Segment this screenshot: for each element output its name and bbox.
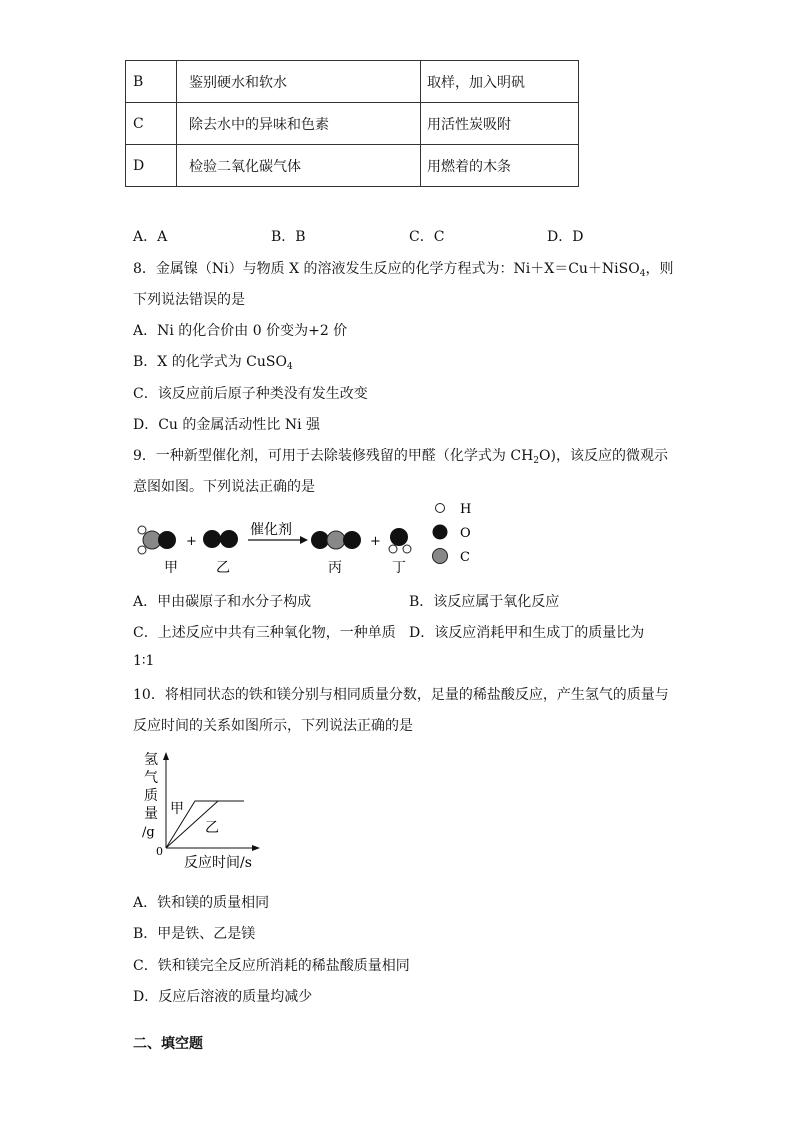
q10-option-a: A．铁和镁的质量相同	[133, 895, 270, 911]
q7-choice-d: D．D	[547, 229, 584, 245]
label-ding: 丁	[392, 560, 406, 576]
q9-option-a: A．甲由碳原子和水分子构成	[133, 594, 312, 610]
q7-choice-c: C．C	[409, 229, 445, 245]
q10-stem-line1: 10．将相同状态的铁和镁分别与相同质量分数，足量的稀盐酸反应，产生氢气的质量与	[133, 687, 669, 703]
q7-choice-a: A．A	[133, 229, 168, 245]
x-axis-label: 反应时间/s	[184, 855, 252, 871]
plus-sign: +	[186, 534, 197, 549]
q9-stem-line2: 意图如图。下列说法正确的是	[133, 479, 315, 495]
q9-option-d-continued: 1∶1	[133, 653, 155, 669]
plus-sign: +	[370, 534, 381, 549]
q10-option-c: C．铁和镁完全反应所消耗的稀盐酸质量相同	[133, 958, 410, 974]
legend	[433, 502, 472, 565]
curve-label-jia: 甲	[170, 801, 184, 817]
q8-option-d: D．Cu 的金属活动性比 Ni 强	[133, 417, 321, 433]
row-purpose: 检验二氧化碳气体	[177, 145, 421, 187]
label-bing: 丙	[328, 560, 342, 576]
molecule-ding	[389, 528, 411, 553]
legend-label-h: H	[460, 502, 472, 517]
q9-option-c: C．上述反应中共有三种氧化物，一种单质	[133, 625, 396, 641]
arrow-head-icon	[300, 536, 308, 544]
row-purpose: 除去水中的异味和色素	[177, 103, 421, 145]
molecule-yi	[203, 530, 238, 548]
options-table	[125, 60, 579, 187]
q8-option-c: C．该反应前后原子种类没有发生改变	[133, 386, 368, 402]
y-label-unit: /g	[142, 825, 155, 840]
table-row	[126, 145, 579, 187]
row-letter: B	[126, 61, 177, 103]
hydrogen-mass-graph	[136, 748, 276, 872]
arrow-label: 催化剂	[250, 522, 292, 538]
origin-label: 0	[156, 845, 163, 858]
label-yi: 乙	[216, 560, 230, 576]
row-purpose: 鉴别硬水和软水	[177, 61, 421, 103]
row-method: 取样，加入明矾	[421, 61, 579, 103]
q9-option-b: B．该反应属于氧化反应	[409, 594, 560, 610]
q10-stem-line2: 反应时间的关系如图所示，下列说法正确的是	[133, 718, 413, 734]
row-method: 用燃着的木条	[421, 145, 579, 187]
q8-stem-line2: 下列说法错误的是	[133, 292, 245, 308]
curve-label-yi: 乙	[205, 820, 219, 836]
molecule-bing	[311, 531, 361, 549]
section-title: 二、填空题	[133, 1036, 203, 1052]
y-label-char: 氢	[144, 752, 158, 768]
label-jia: 甲	[164, 560, 178, 576]
q8-stem-line1: 8．金属镍（Ni）与物质 X 的溶液发生反应的化学方程式为：Ni＋X＝Cu＋NiSO$_4$，则	[133, 261, 674, 279]
legend-label-o: O	[460, 526, 471, 541]
q7-choice-b: B．B	[271, 229, 306, 245]
y-label-char: 质	[144, 788, 158, 804]
x-axis-arrow-icon	[252, 845, 260, 851]
q10-option-d: D．反应后溶液的质量均减少	[133, 989, 313, 1005]
y-axis-arrow-icon	[163, 752, 169, 760]
q9-stem-line1: 9．一种新型催化剂，可用于去除装修残留的甲醛（化学式为 $CH_2O$)，该反应的微观示	[133, 448, 668, 466]
y-label-char: 气	[144, 770, 158, 786]
q9-option-d: D．该反应消耗甲和生成丁的质量比为	[409, 625, 645, 641]
q10-option-b: B．甲是铁、乙是镁	[133, 926, 256, 942]
row-letter: D	[126, 145, 177, 187]
table-row	[126, 61, 579, 103]
y-label-char: 量	[144, 806, 158, 822]
reaction-diagram	[130, 496, 490, 580]
q8-option-a: A．Ni 的化合价由 0 价变为+2 价	[133, 323, 348, 339]
q8-option-b: B．X 的化学式为 CuSO$_4$	[133, 354, 293, 372]
row-letter: C	[126, 103, 177, 145]
legend-label-c: C	[460, 550, 470, 565]
molecule-jia	[138, 526, 176, 554]
table-row	[126, 103, 579, 145]
row-method: 用活性炭吸附	[421, 103, 579, 145]
